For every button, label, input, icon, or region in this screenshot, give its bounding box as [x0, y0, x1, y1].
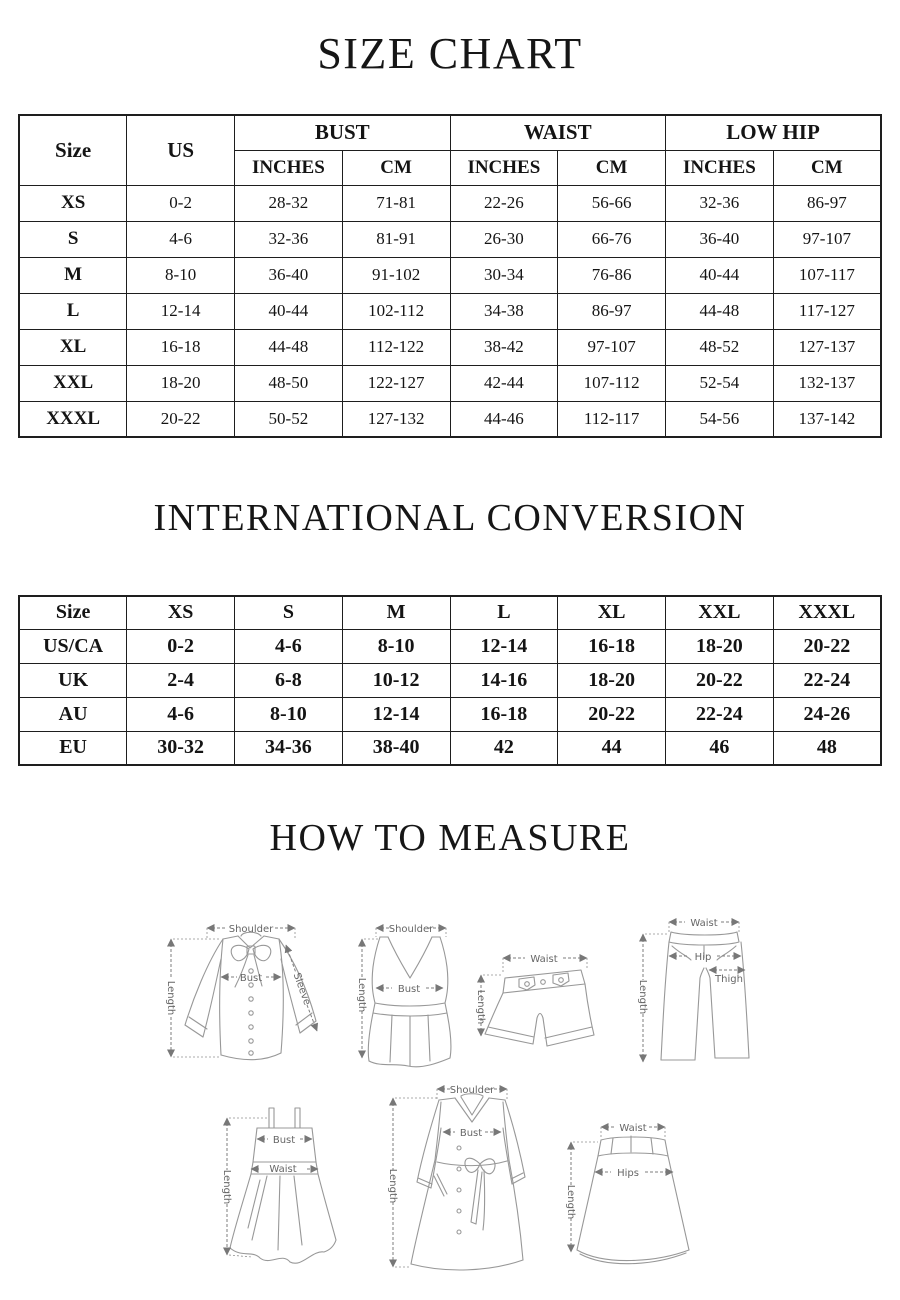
figure-blouse — [163, 915, 338, 1075]
value-cell: 18-20 — [666, 629, 774, 663]
value-cell: 117-127 — [773, 293, 881, 329]
value-cell: 40-44 — [235, 293, 343, 329]
value-cell: 42-44 — [450, 365, 558, 401]
value-cell: 0-2 — [127, 185, 235, 221]
table-row — [19, 115, 881, 150]
measure-label-shoulder: Shoulder — [388, 924, 434, 935]
value-cell: 44-48 — [666, 293, 774, 329]
value-cell: 38-42 — [450, 329, 558, 365]
measure-label-bust: Bust — [239, 973, 263, 984]
figure-dress — [212, 1100, 352, 1265]
table-row — [19, 401, 881, 437]
value-cell: 81-91 — [342, 221, 450, 257]
table-row — [19, 185, 881, 221]
value-cell: 16-18 — [558, 629, 666, 663]
value-cell: 18-20 — [127, 365, 235, 401]
value-cell: 112-122 — [342, 329, 450, 365]
figure-pants — [625, 910, 765, 1070]
value-cell: 0-2 — [127, 629, 235, 663]
value-cell: 28-32 — [235, 185, 343, 221]
value-cell: 38-40 — [342, 731, 450, 765]
value-cell: 132-137 — [773, 365, 881, 401]
value-cell: 54-56 — [666, 401, 774, 437]
size-cell: L — [19, 293, 127, 329]
header-cell: XXL — [666, 596, 774, 629]
value-cell: 91-102 — [342, 257, 450, 293]
measure-label-length: Length — [475, 989, 486, 1025]
value-cell: 66-76 — [558, 221, 666, 257]
value-cell: 30-32 — [127, 731, 235, 765]
measure-label-length: Length — [387, 1168, 398, 1204]
value-cell: 12-14 — [127, 293, 235, 329]
value-cell: 122-127 — [342, 365, 450, 401]
measure-label-waist: Waist — [690, 918, 718, 929]
value-cell: 24-26 — [773, 697, 881, 731]
conversion-title: INTERNATIONAL CONVERSION — [153, 497, 747, 539]
measure-label-bust: Bust — [397, 984, 421, 995]
size-cell: M — [19, 257, 127, 293]
value-cell: 48 — [773, 731, 881, 765]
value-cell: 44-48 — [235, 329, 343, 365]
table-row — [19, 596, 881, 629]
table-row — [19, 221, 881, 257]
table-row — [19, 365, 881, 401]
value-cell: 16-18 — [450, 697, 558, 731]
header-cell: L — [450, 596, 558, 629]
size-chart-title: SIZE CHART — [317, 29, 583, 78]
value-cell: 48-52 — [666, 329, 774, 365]
value-cell: 36-40 — [666, 221, 774, 257]
figure-tank-top — [350, 915, 465, 1070]
value-cell: 36-40 — [235, 257, 343, 293]
value-cell: 18-20 — [558, 663, 666, 697]
measure-label-waist: Waist — [619, 1123, 647, 1134]
value-cell: 14-16 — [450, 663, 558, 697]
measure-label-sleeve: Sleeve — [290, 971, 313, 1007]
value-cell: 10-12 — [342, 663, 450, 697]
value-cell: 34-36 — [235, 731, 343, 765]
measure-label-length: Length — [221, 1169, 232, 1205]
header-cell: XS — [127, 596, 235, 629]
size-chart-table — [18, 114, 882, 438]
size-cell: XS — [19, 185, 127, 221]
table-row — [19, 731, 881, 765]
value-cell: 76-86 — [558, 257, 666, 293]
table-row — [19, 257, 881, 293]
measure-label-shoulder: Shoulder — [228, 924, 274, 935]
value-cell: 97-107 — [558, 329, 666, 365]
value-cell: 86-97 — [773, 185, 881, 221]
table-row — [19, 663, 881, 697]
value-cell: 40-44 — [666, 257, 774, 293]
header-cell-cm: CM — [558, 150, 666, 185]
measure-label-length: Length — [165, 980, 176, 1016]
header-cell: XL — [558, 596, 666, 629]
measure-label-waist: Waist — [269, 1164, 297, 1175]
value-cell: 4-6 — [127, 221, 235, 257]
region-cell: AU — [19, 697, 127, 731]
measure-label-bust: Bust — [459, 1128, 483, 1139]
table-row — [19, 329, 881, 365]
value-cell: 107-117 — [773, 257, 881, 293]
measure-label-hip: Hip — [694, 952, 712, 963]
value-cell: 44-46 — [450, 401, 558, 437]
value-cell: 44 — [558, 731, 666, 765]
header-cell-inches: INCHES — [450, 150, 558, 185]
value-cell: 46 — [666, 731, 774, 765]
value-cell: 30-34 — [450, 257, 558, 293]
value-cell: 22-24 — [773, 663, 881, 697]
figure-shorts — [475, 948, 610, 1056]
header-cell: Size — [19, 596, 127, 629]
value-cell: 48-50 — [235, 365, 343, 401]
size-cell: S — [19, 221, 127, 257]
figure-shirt-dress — [385, 1082, 530, 1277]
value-cell: 6-8 — [235, 663, 343, 697]
header-cell: XXXL — [773, 596, 881, 629]
header-cell-size: Size — [19, 115, 127, 185]
measure-label-length: Length — [565, 1184, 576, 1220]
size-cell: XXL — [19, 365, 127, 401]
header-cell: M — [342, 596, 450, 629]
measure-label-hips: Hips — [617, 1168, 639, 1179]
value-cell: 52-54 — [666, 365, 774, 401]
value-cell: 42 — [450, 731, 558, 765]
table-row — [19, 697, 881, 731]
region-cell: US/CA — [19, 629, 127, 663]
value-cell: 26-30 — [450, 221, 558, 257]
value-cell: 50-52 — [235, 401, 343, 437]
header-cell: S — [235, 596, 343, 629]
size-cell: XXXL — [19, 401, 127, 437]
value-cell: 97-107 — [773, 221, 881, 257]
value-cell: 20-22 — [127, 401, 235, 437]
value-cell: 22-24 — [666, 697, 774, 731]
value-cell: 22-26 — [450, 185, 558, 221]
value-cell: 56-66 — [558, 185, 666, 221]
value-cell: 8-10 — [342, 629, 450, 663]
value-cell: 112-117 — [558, 401, 666, 437]
header-cell-us: US — [127, 115, 235, 185]
region-cell: UK — [19, 663, 127, 697]
measure-label-bust: Bust — [272, 1135, 296, 1146]
table-row — [19, 293, 881, 329]
value-cell: 12-14 — [450, 629, 558, 663]
value-cell: 32-36 — [235, 221, 343, 257]
measure-label-length: Length — [637, 979, 648, 1015]
value-cell: 34-38 — [450, 293, 558, 329]
value-cell: 4-6 — [235, 629, 343, 663]
measure-label-waist: Waist — [530, 954, 558, 965]
header-cell-waist: WAIST — [450, 115, 666, 150]
value-cell: 137-142 — [773, 401, 881, 437]
value-cell: 86-97 — [558, 293, 666, 329]
value-cell: 20-22 — [558, 697, 666, 731]
value-cell: 102-112 — [342, 293, 450, 329]
value-cell: 127-132 — [342, 401, 450, 437]
header-cell-lowhip: LOW HIP — [666, 115, 882, 150]
value-cell: 20-22 — [666, 663, 774, 697]
header-cell-cm: CM — [342, 150, 450, 185]
conversion-table — [18, 595, 882, 766]
measure-label-length: Length — [356, 977, 367, 1013]
value-cell: 16-18 — [127, 329, 235, 365]
header-cell-bust: BUST — [235, 115, 451, 150]
header-cell-inches: INCHES — [235, 150, 343, 185]
value-cell: 71-81 — [342, 185, 450, 221]
size-cell: XL — [19, 329, 127, 365]
header-cell-inches: INCHES — [666, 150, 774, 185]
value-cell: 107-112 — [558, 365, 666, 401]
value-cell: 127-137 — [773, 329, 881, 365]
value-cell: 20-22 — [773, 629, 881, 663]
how-to-measure-title: HOW TO MEASURE — [269, 817, 631, 859]
measure-label-thigh: Thigh — [715, 974, 743, 985]
value-cell: 8-10 — [127, 257, 235, 293]
value-cell: 8-10 — [235, 697, 343, 731]
value-cell: 12-14 — [342, 697, 450, 731]
value-cell: 2-4 — [127, 663, 235, 697]
table-row — [19, 629, 881, 663]
value-cell: 32-36 — [666, 185, 774, 221]
value-cell: 4-6 — [127, 697, 235, 731]
measure-label-shoulder: Shoulder — [449, 1085, 495, 1096]
figure-skirt — [565, 1118, 695, 1268]
header-cell-cm: CM — [773, 150, 881, 185]
region-cell: EU — [19, 731, 127, 765]
